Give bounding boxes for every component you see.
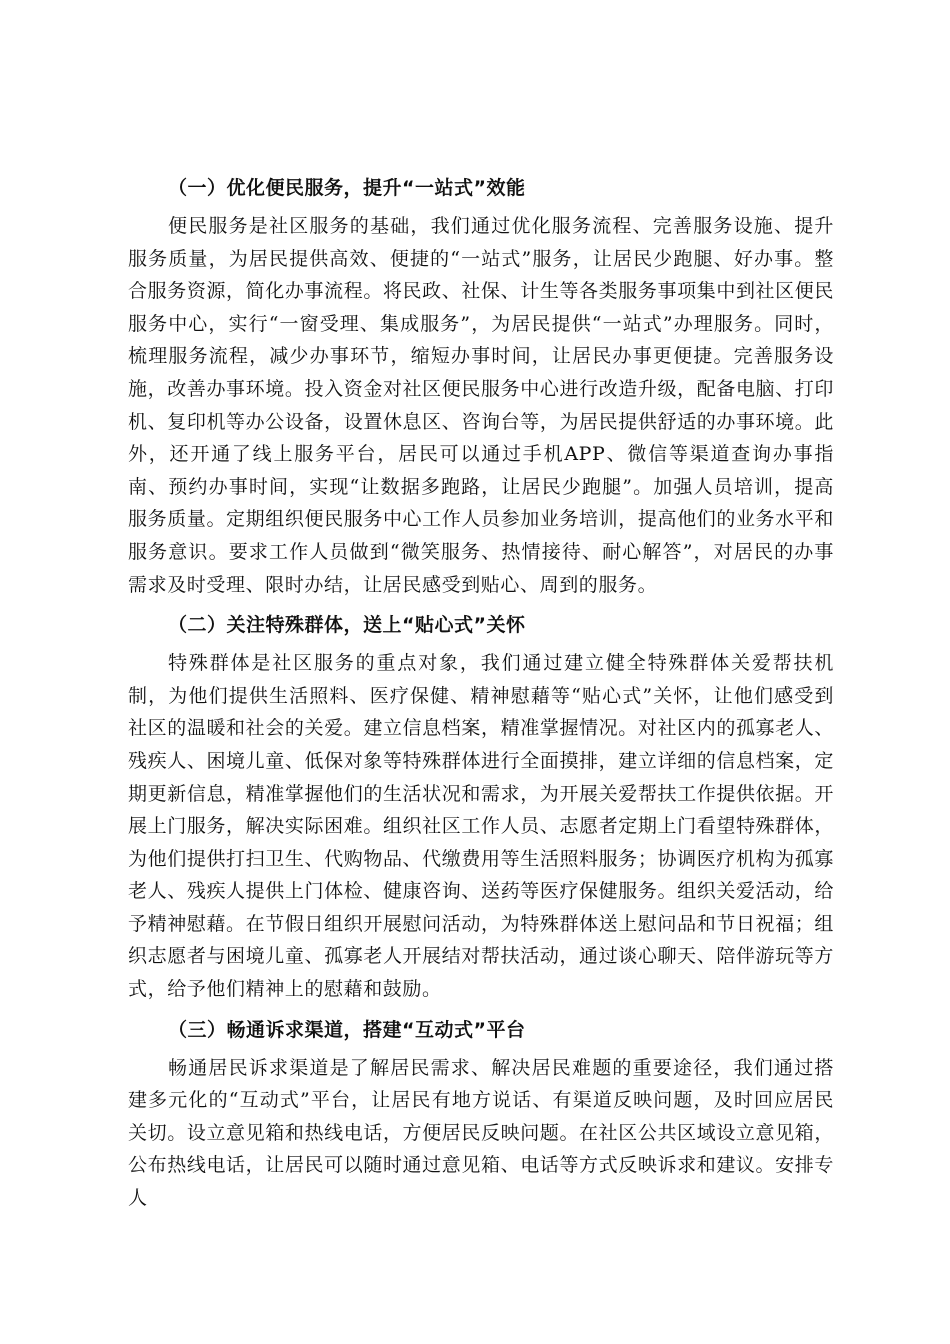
section-2 <box>128 609 834 1006</box>
section-paragraph: 特殊群体是社区服务的重点对象，我们通过建立健全特殊群体关爱帮扶机制，为他们提供生活照料、医疗保健、精神慰藉等“贴心式”关怀，让他们感受到社区的温暖和社会的关爱。建立信息档案，精准掌握情况。对社区内的孤寡老人、残疾人、困境儿童、低保对象等特殊群体进行全面摸排，建立详细的信息档案，定期更新信息，精准掌握他们的生活状况和需求，为开展关爱帮扶工作提供依据。开展上门服务，解决实际困难。组织社区工作人员、志愿者定期上门看望特殊群体，为他们提供打扫卫生、代购物品、代缴费用等生活照料服务；协调医疗机构为孤寡老人、残疾人提供上门体检、健康咨询、送药等医疗保健服务。组织关爱活动，给予精神慰藉。在节假日组织开展慰问活动，为特殊群体送上慰问品和节日祝福；组织志愿者与困境儿童、孤寡老人开展结对帮扶活动，通过谈心聊天、陪伴游玩等方式，给予他们精神上的慰藉和鼓励。 <box>128 652 834 1001</box>
section-1 <box>128 172 834 601</box>
section-heading: （一）优化便民服务，提升“一站式”效能 <box>168 177 526 199</box>
document-content <box>128 172 834 1223</box>
section-heading: （二）关注特殊群体，送上“贴心式”关怀 <box>168 614 526 637</box>
section-3 <box>128 1014 834 1215</box>
section-heading: （三）畅通诉求渠道，搭建“互动式”平台 <box>168 1018 526 1041</box>
section-paragraph: 畅通居民诉求渠道是了解居民需求、解决居民难题的重要途径，我们通过搭建多元化的“互动式”平台，让居民有地方说话、有渠道反映问题，及时回应居民关切。设立意见箱和热线电话，方便居民反映问题。在社区公共区域设立意见箱，公布热线电话，让居民可以随时通过意见箱、电话等方式反映诉求和建议。安排专人 <box>128 1056 834 1210</box>
section-paragraph: 便民服务是社区服务的基础，我们通过优化服务流程、完善服务设施、提升服务质量，为居民提供高效、便捷的“一站式”服务，让居民少跑腿、好办事。整合服务资源，简化办事流程。将民政、社保、计生等各类服务事项集中到社区便民服务中心，实行“一窗受理、集成服务”，为居民提供“一站式”办理服务。同时，梳理服务流程，减少办事环节，缩短办事时间，让居民办事更便捷。完善服务设施，改善办事环境。投入资金对社区便民服务中心进行改造升级，配备电脑、打印机、复印机等办公设备，设置休息区、咨询台等，为居民提供舒适的办事环境。此外，还开通了线上服务平台，居民可以通过手机APP、微信等渠道查询办事指南、预约办事时间，实现“让数据多跑路，让居民少跑腿”。加强人员培训，提高服务质量。定期组织便民服务中心工作人员参加业务培训，提高他们的业务水平和服务意识。要求工作人员做到“微笑服务、热情接待、耐心解答”，对居民的办事需求及时受理、限时办结，让居民感受到贴心、周到的服务。 <box>128 215 834 596</box>
